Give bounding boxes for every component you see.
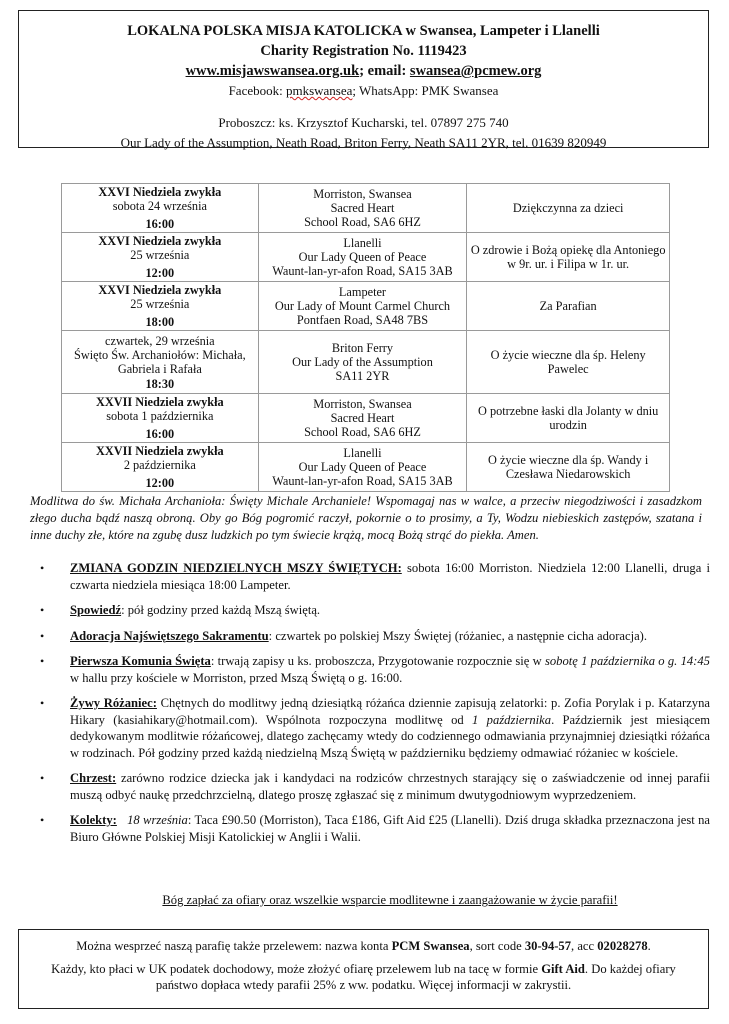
sunday-title: XXVII Niedziela zwykła	[95, 444, 224, 458]
mass-schedule-table	[61, 183, 670, 492]
header-box	[18, 10, 709, 148]
note-title: Pierwsza Komunia Święta	[70, 654, 211, 668]
sunday-title: XXVI Niedziela zwykła	[98, 283, 222, 297]
gift-aid-info	[33, 961, 694, 993]
location-address: SA11 2YR	[335, 369, 390, 383]
sunday-title: XXVI Niedziela zwykła	[98, 234, 222, 248]
note-text: Chętnych do modlitwy jedną dziesiątką różańca dziennie zapisują zelatorki: p. Zofia Porylak i p. Katarzyna Hikary (kasiahikary@hotmail.com). Wspólnota rozpoczyna modlitwę od	[70, 696, 710, 727]
sunday-title: XXVI Niedziela zwykła	[98, 185, 222, 199]
mass-date-cell	[62, 394, 259, 443]
social-line	[19, 81, 708, 101]
location-address: Waunt-lan-yr-afon Road, SA15 3AB	[272, 264, 453, 278]
list-item	[30, 695, 710, 761]
table-row	[62, 394, 670, 443]
location-town: Morriston, Swansea	[313, 187, 412, 201]
account-number: 02028278	[597, 939, 648, 953]
sort-code: 30-94-57	[524, 939, 572, 953]
table-row	[62, 331, 670, 394]
location-address: Pontfaen Road, SA48 7BS	[296, 313, 429, 327]
note-title: ZMIANA GODZIN NIEDZIELNYCH MSZY ŚWIĘTYCH:	[70, 561, 402, 575]
mass-time: 12:00	[145, 476, 175, 490]
list-item	[30, 602, 710, 619]
footer-text: .	[647, 939, 651, 953]
mass-date-cell	[62, 331, 259, 394]
note-emphasis: sobotę 1 października o g. 14:45	[544, 654, 710, 668]
note-title: Chrzest:	[70, 771, 117, 785]
mass-time: 18:30	[145, 376, 175, 391]
list-item	[30, 653, 710, 686]
charity-number: Charity Registration No. 1119423	[260, 43, 467, 59]
email-label: ; email:	[359, 63, 407, 79]
note-text: . Październik jest miesiącem dedykowanym modlitwie różańcowej, dlatego zachęcamy wtedy do codziennego odmawiania przynajmniej dziesiątki różańca w rodzinach. Pół godziny przed każdą niedzielną Mszą Świętą w październiku będziemy odmawiać różaniec w kościele.	[70, 712, 711, 760]
note-title: Kolekty:	[70, 813, 117, 827]
mass-time: 18:00	[145, 315, 175, 329]
table-row	[62, 184, 670, 233]
bullet-icon: •	[40, 813, 45, 827]
mass-date: 25 września	[130, 248, 190, 262]
footer-text: . Do każdej ofiary państwo dopłaca wtedy parafii 25% z ww. podatku. Więcej informacji w zakrystii.	[155, 962, 676, 992]
note-text: w hallu przy kościele w Morriston, przed Mszą Świętą o g. 16:00.	[70, 670, 403, 685]
sunday-title: XXVII Niedziela zwykła	[95, 395, 224, 409]
footer-box	[18, 929, 709, 1009]
bullet-icon: •	[40, 654, 45, 668]
location-cell	[258, 394, 467, 443]
location-address: Waunt-lan-yr-afon Road, SA15 3AB	[272, 474, 453, 488]
email-link[interactable]: swansea@pcmew.org	[409, 63, 542, 79]
list-item	[30, 812, 710, 845]
location-town: Morriston, Swansea	[313, 397, 412, 411]
mass-date-cell	[62, 443, 259, 492]
note-emphasis: 18 września	[127, 813, 188, 827]
bullet-icon: •	[40, 561, 45, 575]
intention-cell: O życie wieczne dla śp. Heleny Pawelec	[467, 331, 670, 394]
prayer-text: Modlitwa do św. Michała Archanioła: Święty Michale Archaniele! Wspomagaj nas w walce, a przeciw niegodziwości i zasadzkom złego ducha bądź naszą obroną. Oby go Bóg pogromić raczył, pokornie o to prosimy, a Ty, Wodzu niebieskich zastępów, szatana i inne duchy złe, które na zgubę dusz ludzkich po tym świecie krążą, mocą Bożą strąć do piekła. Amen.	[30, 494, 702, 542]
intention-cell: O zdrowie i Bożą opiekę dla Antoniego w 9r. ur. i Filipa w 1r. ur.	[467, 233, 670, 282]
intention-cell: O potrzebne łaski dla Jolanty w dniu urodzin	[467, 394, 670, 443]
location-church: Our Lady Queen of Peace	[298, 460, 427, 474]
location-church: Our Lady of Mount Carmel Church	[274, 299, 451, 313]
priest-info: Proboszcz: ks. Krzysztof Kucharski, tel. 07897 275 740	[218, 115, 509, 130]
list-item	[30, 628, 710, 645]
location-town: Llanelli	[343, 446, 382, 460]
website-link[interactable]: www.misjawswansea.org.uk	[185, 63, 360, 79]
mass-date: sobota 1 października	[106, 409, 214, 423]
gift-aid-label: Gift Aid	[541, 962, 585, 976]
mission-name: LOKALNA POLSKA MISJA KATOLICKA w Swansea, Lampeter i Llanelli	[127, 23, 600, 39]
mass-time: 16:00	[145, 427, 175, 441]
note-text: : pół godziny przed każdą Mszą świętą.	[121, 603, 321, 617]
mass-date: 2 października	[123, 458, 196, 472]
note-text: : czwartek po polskiej Mszy Świętej (różaniec, a następnie cicha adoracja).	[268, 628, 648, 643]
note-text: : Taca £90.50 (Morriston), Taca £186, Gift Aid £25 (Llanelli). Dziś druga składka przeznaczona jest na Biuro Główne Polskiej Misji Katolickiej w Anglii i Walii.	[70, 813, 710, 844]
feast-title: Święto Św. Archaniołów: Michała, Gabriela i Rafała	[73, 347, 246, 376]
note-title: Żywy Różaniec:	[70, 696, 157, 710]
footer-text: Można wesprzeć naszą parafię także przelewem: nazwa konta	[76, 939, 392, 953]
table-row	[62, 443, 670, 492]
account-name: PCM Swansea	[391, 939, 470, 953]
bullet-icon: •	[40, 628, 45, 643]
location-church: Sacred Heart	[330, 411, 395, 425]
location-town: Lampeter	[338, 285, 387, 299]
mass-time: 12:00	[145, 266, 175, 280]
facebook-handle: pmkswansea	[285, 83, 353, 98]
announcements-list	[30, 560, 710, 845]
mass-date-cell	[62, 282, 259, 331]
list-item	[30, 770, 710, 803]
list-item	[30, 560, 710, 593]
location-cell	[258, 331, 467, 394]
intention-cell: O życie wieczne dla śp. Wandy i Czesława Niedarowskich	[467, 443, 670, 492]
note-text: zarówno rodzice dziecka jak i kandydaci na rodziców chrzestnych starający się o zaświadczenie od innej parafii muszą odbyć naukę przedchrzcielną, dlatego proszę zgłaszać się z minimum dwutygodniowym wyprzedzeniem.	[70, 771, 710, 802]
thanks-line: Bóg zapłać za ofiary oraz wszelkie wsparcie modlitewne i zaangażowanie w życie parafii!	[162, 893, 618, 907]
feast-day: czwartek, 29 września	[105, 333, 215, 348]
location-town: Llanelli	[343, 236, 382, 250]
location-church: Our Lady of the Assumption	[292, 355, 433, 369]
note-emphasis: 1 października	[472, 712, 552, 727]
table-row	[62, 233, 670, 282]
location-cell	[258, 282, 467, 331]
parish-address: Our Lady of the Assumption, Neath Road, Briton Ferry, Neath SA11 2YR, tel. 01639 820949	[120, 135, 607, 150]
intention-cell: Dziękczynna za dzieci	[467, 184, 670, 233]
location-town: Briton Ferry	[331, 341, 394, 355]
note-text: : trwają zapisy u ks. proboszcza, Przygotowanie rozpocznie się w	[210, 654, 545, 668]
bullet-icon: •	[40, 696, 45, 710]
whatsapp-text: ; WhatsApp: PMK Swansea	[352, 83, 499, 98]
footer-text: Każdy, kto płaci w UK podatek dochodowy, może złożyć ofiarę przelewem lub na tacę w formie	[51, 962, 542, 976]
location-cell	[258, 233, 467, 282]
note-title: Adoracja Najświętszego Sakramentu	[70, 628, 269, 643]
note-title: Spowiedź	[70, 603, 122, 617]
bank-transfer-info	[33, 938, 694, 954]
footer-text: , sort code	[469, 939, 525, 953]
mass-time: 16:00	[145, 217, 175, 231]
table-row	[62, 282, 670, 331]
note-text: sobota 16:00 Morriston. Niedziela 12:00 Llanelli, druga i czwarta niedziela miesiąca 18:00 Lampeter.	[70, 561, 710, 592]
intention-cell: Za Parafian	[467, 282, 670, 331]
mass-date-cell	[62, 184, 259, 233]
bullet-icon: •	[40, 771, 45, 785]
location-church: Sacred Heart	[330, 201, 395, 215]
location-cell	[258, 184, 467, 233]
footer-text: , acc	[571, 939, 598, 953]
location-cell	[258, 443, 467, 492]
facebook-label: Facebook:	[228, 83, 283, 98]
location-address: School Road, SA6 6HZ	[304, 215, 421, 229]
bullet-icon: •	[40, 603, 45, 617]
location-church: Our Lady Queen of Peace	[298, 250, 427, 264]
contact-line	[19, 61, 708, 81]
mass-date: 25 września	[130, 297, 190, 311]
location-address: School Road, SA6 6HZ	[304, 425, 421, 439]
mass-date-cell	[62, 233, 259, 282]
mass-date: sobota 24 września	[112, 199, 207, 213]
